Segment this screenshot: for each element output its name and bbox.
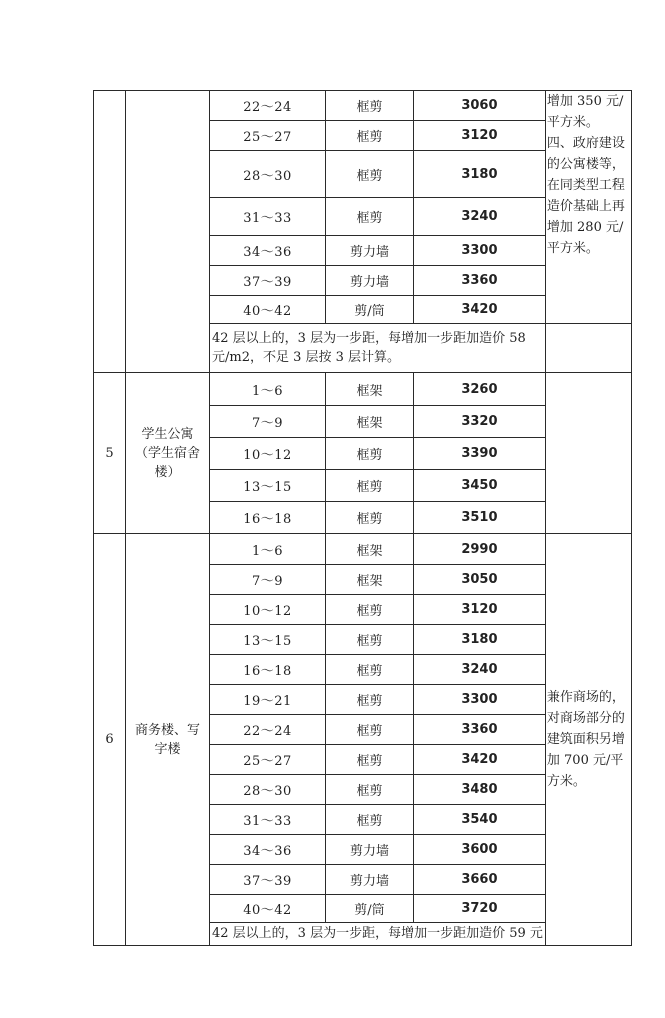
floors-cell: 28～30 <box>210 151 326 198</box>
floors-cell: 31～33 <box>210 805 326 835</box>
structure-cell: 框剪 <box>326 438 414 470</box>
price-cell: 3600 <box>413 835 545 865</box>
floors-cell: 22～24 <box>210 91 326 121</box>
category-name: 商务楼、写字楼 <box>126 534 210 946</box>
floors-cell: 40～42 <box>210 296 326 324</box>
remark-cell: 兼作商场的，对商场部分的建筑面积另增加 700 元/平方米。 <box>545 534 631 946</box>
price-cell: 3360 <box>413 715 545 745</box>
price-cell: 3450 <box>413 470 545 502</box>
structure-cell: 框剪 <box>326 625 414 655</box>
price-cell: 3060 <box>413 91 545 121</box>
structure-cell: 剪力墙 <box>326 266 414 296</box>
structure-cell: 框剪 <box>326 502 414 534</box>
structure-cell: 框剪 <box>326 775 414 805</box>
structure-cell: 框剪 <box>326 655 414 685</box>
table-row <box>94 91 632 121</box>
floors-cell: 16～18 <box>210 655 326 685</box>
floors-cell: 25～27 <box>210 121 326 151</box>
remark-cell: 增加 350 元/平方米。 四、政府建设的公寓楼等，在同类型工程造价基础上再增加 280 元/平方米。 <box>545 91 631 324</box>
price-cell: 3050 <box>413 565 545 595</box>
price-cell: 3120 <box>413 595 545 625</box>
category-name: 学生公寓（学生宿舍楼） <box>126 373 210 534</box>
floors-cell: 7～9 <box>210 565 326 595</box>
structure-cell: 剪/筒 <box>326 895 414 923</box>
structure-cell: 框剪 <box>326 151 414 198</box>
structure-cell: 框剪 <box>326 470 414 502</box>
floors-cell: 1～6 <box>210 373 326 406</box>
structure-cell: 框剪 <box>326 91 414 121</box>
price-cell: 3320 <box>413 406 545 438</box>
table-row <box>94 373 632 406</box>
floors-cell: 1～6 <box>210 534 326 565</box>
floors-cell: 10～12 <box>210 595 326 625</box>
floors-cell: 34～36 <box>210 236 326 266</box>
structure-cell: 框架 <box>326 534 414 565</box>
price-cell: 3120 <box>413 121 545 151</box>
price-cell: 3300 <box>413 236 545 266</box>
price-cell: 3420 <box>413 745 545 775</box>
floors-cell: 37～39 <box>210 266 326 296</box>
price-cell: 3420 <box>413 296 545 324</box>
floors-cell: 16～18 <box>210 502 326 534</box>
structure-cell: 框剪 <box>326 595 414 625</box>
remark-cell-empty <box>545 373 631 534</box>
surcharge-note: 42 层以上的，3 层为一步距，每增加一步距加造价 58 元/m2，不足 3 层按 3 层计算。 <box>210 324 546 373</box>
price-cell: 3180 <box>413 625 545 655</box>
floors-cell: 7～9 <box>210 406 326 438</box>
category-no: 6 <box>94 534 126 946</box>
floors-cell: 40～42 <box>210 895 326 923</box>
floors-cell: 34～36 <box>210 835 326 865</box>
price-cell: 3660 <box>413 865 545 895</box>
structure-cell: 框架 <box>326 565 414 595</box>
structure-cell: 框架 <box>326 373 414 406</box>
price-cell: 3480 <box>413 775 545 805</box>
price-cell: 3360 <box>413 266 545 296</box>
floors-cell: 19～21 <box>210 685 326 715</box>
price-cell: 3540 <box>413 805 545 835</box>
cost-table <box>93 90 632 946</box>
category-name-cell <box>126 91 210 373</box>
category-no: 5 <box>94 373 126 534</box>
price-cell: 3240 <box>413 655 545 685</box>
floors-cell: 37～39 <box>210 865 326 895</box>
floors-cell: 28～30 <box>210 775 326 805</box>
structure-cell: 框剪 <box>326 121 414 151</box>
floors-cell: 25～27 <box>210 745 326 775</box>
floors-cell: 13～15 <box>210 625 326 655</box>
floors-cell: 31～33 <box>210 198 326 236</box>
structure-cell: 剪力墙 <box>326 236 414 266</box>
price-cell: 3260 <box>413 373 545 406</box>
price-cell: 2990 <box>413 534 545 565</box>
surcharge-note: 42 层以上的，3 层为一步距，每增加一步距加造价 59 元 <box>210 923 546 946</box>
structure-cell: 剪力墙 <box>326 865 414 895</box>
price-cell: 3720 <box>413 895 545 923</box>
structure-cell: 框剪 <box>326 805 414 835</box>
structure-cell: 剪力墙 <box>326 835 414 865</box>
price-cell: 3390 <box>413 438 545 470</box>
structure-cell: 框剪 <box>326 198 414 236</box>
structure-cell: 框剪 <box>326 745 414 775</box>
structure-cell: 剪/筒 <box>326 296 414 324</box>
floors-cell: 13～15 <box>210 470 326 502</box>
price-cell: 3510 <box>413 502 545 534</box>
price-cell: 3180 <box>413 151 545 198</box>
price-cell: 3300 <box>413 685 545 715</box>
table-row <box>94 534 632 565</box>
price-cell: 3240 <box>413 198 545 236</box>
structure-cell: 框剪 <box>326 685 414 715</box>
structure-cell: 框架 <box>326 406 414 438</box>
category-no-cell <box>94 91 126 373</box>
floors-cell: 22～24 <box>210 715 326 745</box>
structure-cell: 框剪 <box>326 715 414 745</box>
floors-cell: 10～12 <box>210 438 326 470</box>
remark-cell-empty <box>545 324 631 373</box>
